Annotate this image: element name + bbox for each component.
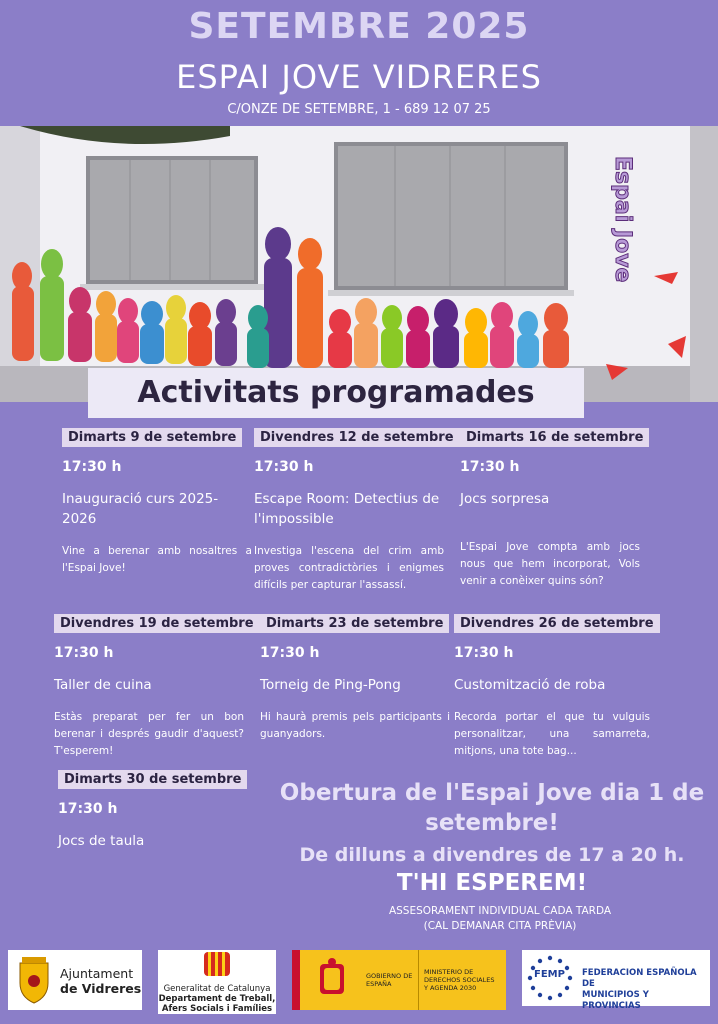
event-description: Hi haurà premis pels participants i guanyadors. bbox=[260, 711, 450, 740]
femp-logo bbox=[522, 950, 710, 1011]
logo-text: de Vidreres bbox=[60, 981, 142, 996]
logo-text: MUNICIPIOS Y PROVINCIAS bbox=[582, 990, 649, 1011]
advice-line: (CAL DEMANAR CITA PRÈVIA) bbox=[423, 920, 577, 932]
event-description: Investiga l'escena del crim amb proves contradictòries i enigmes difícils per capturar l'assassí. bbox=[254, 545, 444, 591]
event-name: Jocs de taula bbox=[58, 833, 145, 849]
event-time: 17:30 h bbox=[58, 801, 118, 817]
logo-text: GOBIERNO DE ESPAÑA bbox=[366, 972, 413, 988]
event-card bbox=[454, 612, 654, 760]
month-title: SETEMBRE 2025 bbox=[188, 6, 530, 47]
senyera-icon bbox=[204, 952, 230, 980]
event-card bbox=[58, 768, 248, 851]
event-card bbox=[62, 426, 252, 577]
event-card bbox=[254, 426, 454, 594]
event-description: Vine a berenar amb nosaltres a l'Espai Jove! bbox=[62, 545, 252, 574]
advice-note bbox=[340, 904, 660, 934]
advice-line: ASSESORAMENT INDIVIDUAL CADA TARDA bbox=[388, 905, 612, 917]
logo-text: FEDERACION ESPAÑOLA DE bbox=[582, 968, 697, 989]
event-day: Dimarts 23 de setembre bbox=[260, 614, 449, 633]
event-time: 17:30 h bbox=[460, 459, 520, 475]
event-day: Divendres 12 de setembre bbox=[254, 428, 460, 447]
event-time: 17:30 h bbox=[62, 459, 122, 475]
mural-text: Espai Jove bbox=[610, 156, 635, 283]
logo-divider bbox=[418, 950, 419, 1010]
event-time: 17:30 h bbox=[260, 645, 320, 661]
address: C/ONZE DE SETEMBRE, 1 - 689 12 07 25 bbox=[227, 102, 491, 117]
logo-text: Generalitat de Catalunya bbox=[163, 984, 271, 994]
section-title: Activitats programades bbox=[88, 368, 584, 418]
opening-date: Obertura de l'Espai Jove dia 1 de setembre! bbox=[279, 780, 705, 836]
event-day: Divendres 26 de setembre bbox=[454, 614, 660, 633]
event-time: 17:30 h bbox=[54, 645, 114, 661]
spain-coat-of-arms-icon bbox=[314, 958, 350, 1002]
gobierno-logo bbox=[292, 950, 506, 1010]
logo-text: MINISTERIO DE DERECHOS SOCIALES Y AGENDA 2030 bbox=[424, 968, 495, 992]
event-day: Dimarts 9 de setembre bbox=[62, 428, 242, 447]
event-card bbox=[460, 426, 644, 590]
event-day: Dimarts 16 de setembre bbox=[460, 428, 649, 447]
logo-text: FEMP bbox=[534, 969, 565, 980]
mural-illustration bbox=[0, 126, 718, 402]
event-card bbox=[260, 612, 450, 743]
coat-of-arms-icon bbox=[14, 955, 54, 1005]
event-description: Recorda portar el que tu vulguis personalitzar, una samarreta, mitjons, una tote bag... bbox=[454, 711, 650, 757]
event-name: Taller de cuina bbox=[54, 677, 152, 693]
venue-title: ESPAI JOVE VIDRERES bbox=[176, 58, 542, 96]
event-name: Escape Room: Detectius de l'impossible bbox=[254, 491, 440, 527]
event-day: Divendres 19 de setembre bbox=[54, 614, 260, 633]
building-photo bbox=[0, 126, 718, 402]
event-name: Jocs sorpresa bbox=[460, 491, 550, 507]
generalitat-logo bbox=[158, 950, 276, 1014]
opening-notice bbox=[272, 778, 712, 898]
opening-hours: De dilluns a divendres de 17 a 20 h. bbox=[299, 844, 685, 866]
event-name: Inauguració curs 2025-2026 bbox=[62, 491, 219, 527]
opening-slogan: T'HI ESPEREM! bbox=[396, 870, 588, 896]
event-time: 17:30 h bbox=[454, 645, 514, 661]
logo-text: Ajuntament bbox=[60, 966, 134, 981]
event-description: L'Espai Jove compta amb jocs nous que hem incorporat, Vols venir a conèixer quins són? bbox=[460, 541, 640, 587]
event-description: Estàs preparat per fer un bon berenar i després gaudir d'aquest? T'esperem! bbox=[54, 711, 244, 757]
event-day: Dimarts 30 de setembre bbox=[58, 770, 247, 789]
ajuntament-logo bbox=[8, 950, 142, 1010]
event-time: 17:30 h bbox=[254, 459, 314, 475]
logo-text: Departament de Treball, bbox=[158, 994, 276, 1004]
event-name: Customització de roba bbox=[454, 677, 606, 693]
event-card bbox=[54, 612, 254, 760]
event-name: Torneig de Ping-Pong bbox=[260, 677, 401, 693]
flag-stripe bbox=[292, 950, 300, 1010]
logo-text: Afers Socials i Famílies bbox=[161, 1004, 273, 1014]
